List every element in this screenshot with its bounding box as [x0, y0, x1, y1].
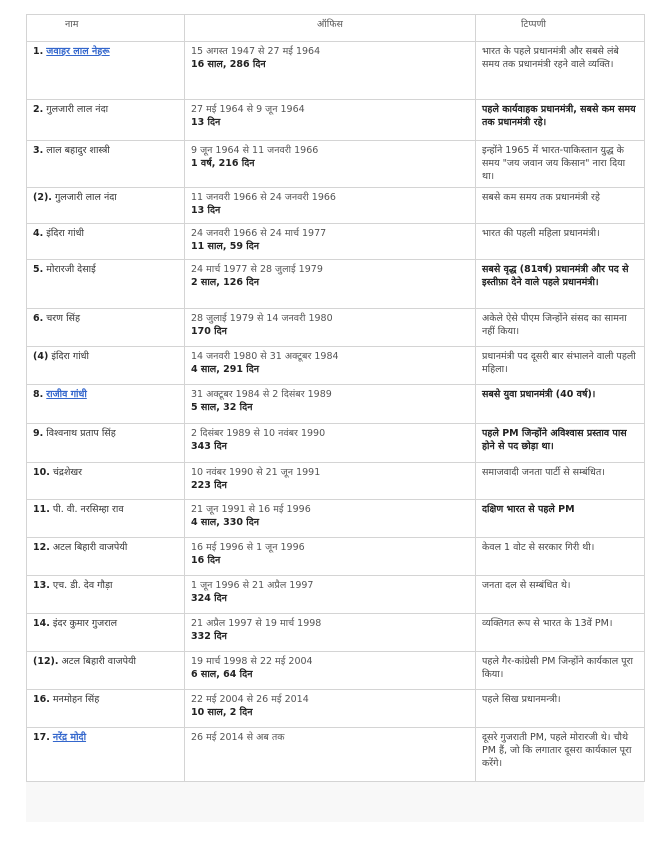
office-duration: 1 वर्ष, 216 दिन — [191, 158, 255, 169]
header-note: टिप्पणी — [476, 15, 645, 42]
office-dates: 24 मार्च 1977 से 28 जुलाई 1979 — [191, 264, 323, 275]
pm-number: (2). — [33, 192, 52, 203]
table-row — [27, 42, 645, 100]
table-row — [27, 690, 645, 728]
pm-name-cell — [27, 141, 185, 188]
table-header-row — [27, 15, 645, 42]
pm-name: अटल बिहारी वाजपेयी — [61, 656, 136, 667]
pm-number: 4. — [33, 228, 44, 239]
table-row — [27, 100, 645, 141]
pm-name: मोरारजी देसाई — [46, 264, 96, 275]
office-cell — [185, 576, 476, 614]
office-duration: 4 साल, 330 दिन — [191, 517, 260, 528]
pm-number: 13. — [33, 580, 50, 591]
header-name: नाम — [27, 15, 185, 42]
note-cell: सबसे कम समय तक प्रधानमंत्री रहे — [476, 188, 645, 224]
table-row — [27, 576, 645, 614]
table-row — [27, 224, 645, 260]
note-cell: पहले सिख प्रधानमन्त्री। — [476, 690, 645, 728]
office-dates: 15 अगस्त 1947 से 27 मई 1964 — [191, 46, 321, 57]
pm-name: पी. वी. नरसिम्हा राव — [52, 504, 124, 515]
note-cell: पहले कार्यवाहक प्रधानमंत्री, सबसे कम समय तक प्रधानमंत्री रहे। — [476, 100, 645, 141]
pm-name-link[interactable]: नरेंद्र मोदी — [52, 732, 87, 743]
table-body — [27, 42, 645, 782]
office-dates: 19 मार्च 1998 से 22 मई 2004 — [191, 656, 313, 667]
office-duration: 2 साल, 126 दिन — [191, 277, 260, 288]
pm-name-cell — [27, 652, 185, 690]
pm-name-link[interactable]: राजीव गांधी — [46, 389, 87, 400]
office-cell — [185, 42, 476, 100]
office-dates: 1 जून 1996 से 21 अप्रैल 1997 — [191, 580, 314, 591]
office-cell — [185, 260, 476, 309]
office-cell — [185, 385, 476, 424]
pm-number: 8. — [33, 389, 44, 400]
pm-name: इंदिरा गांधी — [51, 351, 89, 362]
pm-name: इंदिरा गांधी — [46, 228, 84, 239]
office-duration: 16 साल, 286 दिन — [191, 59, 266, 70]
pm-number: (4) — [33, 351, 49, 362]
pm-name-cell — [27, 385, 185, 424]
office-dates: 31 अक्टूबर 1984 से 2 दिसंबर 1989 — [191, 389, 332, 400]
office-dates: 27 मई 1964 से 9 जून 1964 — [191, 104, 305, 115]
pm-number: 3. — [33, 145, 44, 156]
pm-number: 12. — [33, 542, 50, 553]
office-duration: 170 दिन — [191, 326, 227, 337]
office-cell — [185, 652, 476, 690]
pm-name-cell — [27, 424, 185, 463]
note-cell: पहले गैर-कांग्रेसी PM जिन्होंने कार्यकाल पूरा किया। — [476, 652, 645, 690]
note-cell: प्रधानमंत्री पद दूसरी बार संभालने वाली पहली महिला। — [476, 347, 645, 385]
pm-name-cell — [27, 260, 185, 309]
note-cell: भारत के पहले प्रधानमंत्री और सबसे लंबे समय तक प्रधानमंत्री रहने वाले व्यक्ति। — [476, 42, 645, 100]
office-dates: 9 जून 1964 से 11 जनवरी 1966 — [191, 145, 319, 156]
office-dates: 28 जुलाई 1979 से 14 जनवरी 1980 — [191, 313, 333, 324]
pm-name-cell — [27, 309, 185, 347]
pm-name-cell — [27, 728, 185, 782]
note-cell: दक्षिण भारत से पहले PM — [476, 500, 645, 538]
note-cell: इन्होंने 1965 में भारत-पाकिस्तान युद्ध के समय "जय जवान जय किसान" नारा दिया था। — [476, 141, 645, 188]
table-row — [27, 538, 645, 576]
office-cell — [185, 728, 476, 782]
office-cell — [185, 188, 476, 224]
office-dates: 22 मई 2004 से 26 मई 2014 — [191, 694, 309, 705]
office-duration: 11 साल, 59 दिन — [191, 241, 260, 252]
office-duration: 6 साल, 64 दिन — [191, 669, 253, 680]
table-row — [27, 188, 645, 224]
table-row — [27, 614, 645, 652]
office-duration: 324 दिन — [191, 593, 227, 604]
pm-number: 6. — [33, 313, 44, 324]
pm-number: 14. — [33, 618, 50, 629]
note-cell: सबसे युवा प्रधानमंत्री (40 वर्ष)। — [476, 385, 645, 424]
office-duration: 4 साल, 291 दिन — [191, 364, 260, 375]
note-cell: व्यक्तिगत रूप से भारत के 13वें PM। — [476, 614, 645, 652]
pm-name: गुलजारी लाल नंदा — [46, 104, 109, 115]
office-cell — [185, 141, 476, 188]
office-dates: 21 जून 1991 से 16 मई 1996 — [191, 504, 311, 515]
note-cell: पहले PM जिन्होंने अविश्वास प्रस्ताव पास होने से पद छोड़ा था। — [476, 424, 645, 463]
office-cell — [185, 100, 476, 141]
page-background — [26, 14, 644, 822]
note-cell: जनता दल से सम्बंधित थे। — [476, 576, 645, 614]
office-duration: 10 साल, 2 दिन — [191, 707, 253, 718]
office-dates: 16 मई 1996 से 1 जून 1996 — [191, 542, 305, 553]
pm-number: 1. — [33, 46, 44, 57]
table-row — [27, 424, 645, 463]
pm-name-link[interactable]: जवाहर लाल नेहरू — [46, 46, 110, 57]
note-cell: समाजवादी जनता पार्टी से सम्बंधित। — [476, 463, 645, 500]
office-dates: 10 नवंबर 1990 से 21 जून 1991 — [191, 467, 321, 478]
pm-number: 2. — [33, 104, 44, 115]
table-row — [27, 141, 645, 188]
note-cell: अकेले ऐसे पीएम जिन्होंने संसद का सामना नहीं किया। — [476, 309, 645, 347]
office-dates: 2 दिसंबर 1989 से 10 नवंबर 1990 — [191, 428, 326, 439]
table-row — [27, 260, 645, 309]
table-row — [27, 347, 645, 385]
pm-number: 9. — [33, 428, 44, 439]
pm-name-cell — [27, 42, 185, 100]
pm-name-cell — [27, 224, 185, 260]
office-duration: 13 दिन — [191, 205, 221, 216]
table-row — [27, 463, 645, 500]
pm-name: मनमोहन सिंह — [52, 694, 100, 705]
office-cell — [185, 224, 476, 260]
pm-number: (12). — [33, 656, 59, 667]
office-duration: 16 दिन — [191, 555, 221, 566]
table-row — [27, 652, 645, 690]
pm-number: 16. — [33, 694, 50, 705]
pm-name: एच. डी. देव गौड़ा — [52, 580, 113, 591]
office-dates: 26 मई 2014 से अब तक — [191, 732, 285, 743]
pm-name-cell — [27, 100, 185, 141]
office-cell — [185, 424, 476, 463]
pm-name-cell — [27, 463, 185, 500]
pm-name: विश्वनाथ प्रताप सिंह — [46, 428, 116, 439]
office-dates: 24 जनवरी 1966 से 24 मार्च 1977 — [191, 228, 327, 239]
pm-name: अटल बिहारी वाजपेयी — [52, 542, 128, 553]
pm-name: लाल बहादुर शास्त्री — [46, 145, 110, 156]
pm-name-cell — [27, 614, 185, 652]
table-row — [27, 728, 645, 782]
office-duration: 223 दिन — [191, 480, 227, 491]
office-cell — [185, 500, 476, 538]
header-office: ऑफिस — [185, 15, 476, 42]
table-row — [27, 309, 645, 347]
office-duration: 343 दिन — [191, 441, 227, 452]
pm-number: 5. — [33, 264, 44, 275]
office-dates: 11 जनवरी 1966 से 24 जनवरी 1966 — [191, 192, 336, 203]
office-cell — [185, 347, 476, 385]
pm-name-cell — [27, 690, 185, 728]
pm-name-cell — [27, 500, 185, 538]
pm-name-cell — [27, 538, 185, 576]
prime-ministers-table — [26, 14, 645, 782]
pm-name-cell — [27, 347, 185, 385]
pm-name: चरण सिंह — [46, 313, 80, 324]
pm-name: चंद्रशेखर — [52, 467, 83, 478]
office-cell — [185, 538, 476, 576]
office-duration: 332 दिन — [191, 631, 227, 642]
table-row — [27, 385, 645, 424]
office-cell — [185, 690, 476, 728]
note-cell: सबसे वृद्ध (81वर्ष) प्रधानमंत्री और पद से इस्तीफ़ा देने वाले पहले प्रधानमंत्री। — [476, 260, 645, 309]
office-duration: 13 दिन — [191, 117, 221, 128]
pm-number: 17. — [33, 732, 50, 743]
office-dates: 14 जनवरी 1980 से 31 अक्टूबर 1984 — [191, 351, 339, 362]
note-cell: दूसरे गुजराती PM, पहले मोरारजी थे। चौथे PM हैं, जो कि लगातार दूसरा कार्यकाल पूरा करेंगे। — [476, 728, 645, 782]
pm-name: गुलजारी लाल नंदा — [54, 192, 117, 203]
pm-name: इंदर कुमार गुजराल — [52, 618, 118, 629]
table-row — [27, 500, 645, 538]
note-cell: केवल 1 वोट से सरकार गिरी थी। — [476, 538, 645, 576]
pm-number: 10. — [33, 467, 50, 478]
office-cell — [185, 614, 476, 652]
note-cell: भारत की पहली महिला प्रधानमंत्री। — [476, 224, 645, 260]
office-cell — [185, 309, 476, 347]
office-duration: 5 साल, 32 दिन — [191, 402, 253, 413]
pm-name-cell — [27, 576, 185, 614]
office-cell — [185, 463, 476, 500]
office-dates: 21 अप्रैल 1997 से 19 मार्च 1998 — [191, 618, 322, 629]
pm-name-cell — [27, 188, 185, 224]
pm-number: 11. — [33, 504, 50, 515]
